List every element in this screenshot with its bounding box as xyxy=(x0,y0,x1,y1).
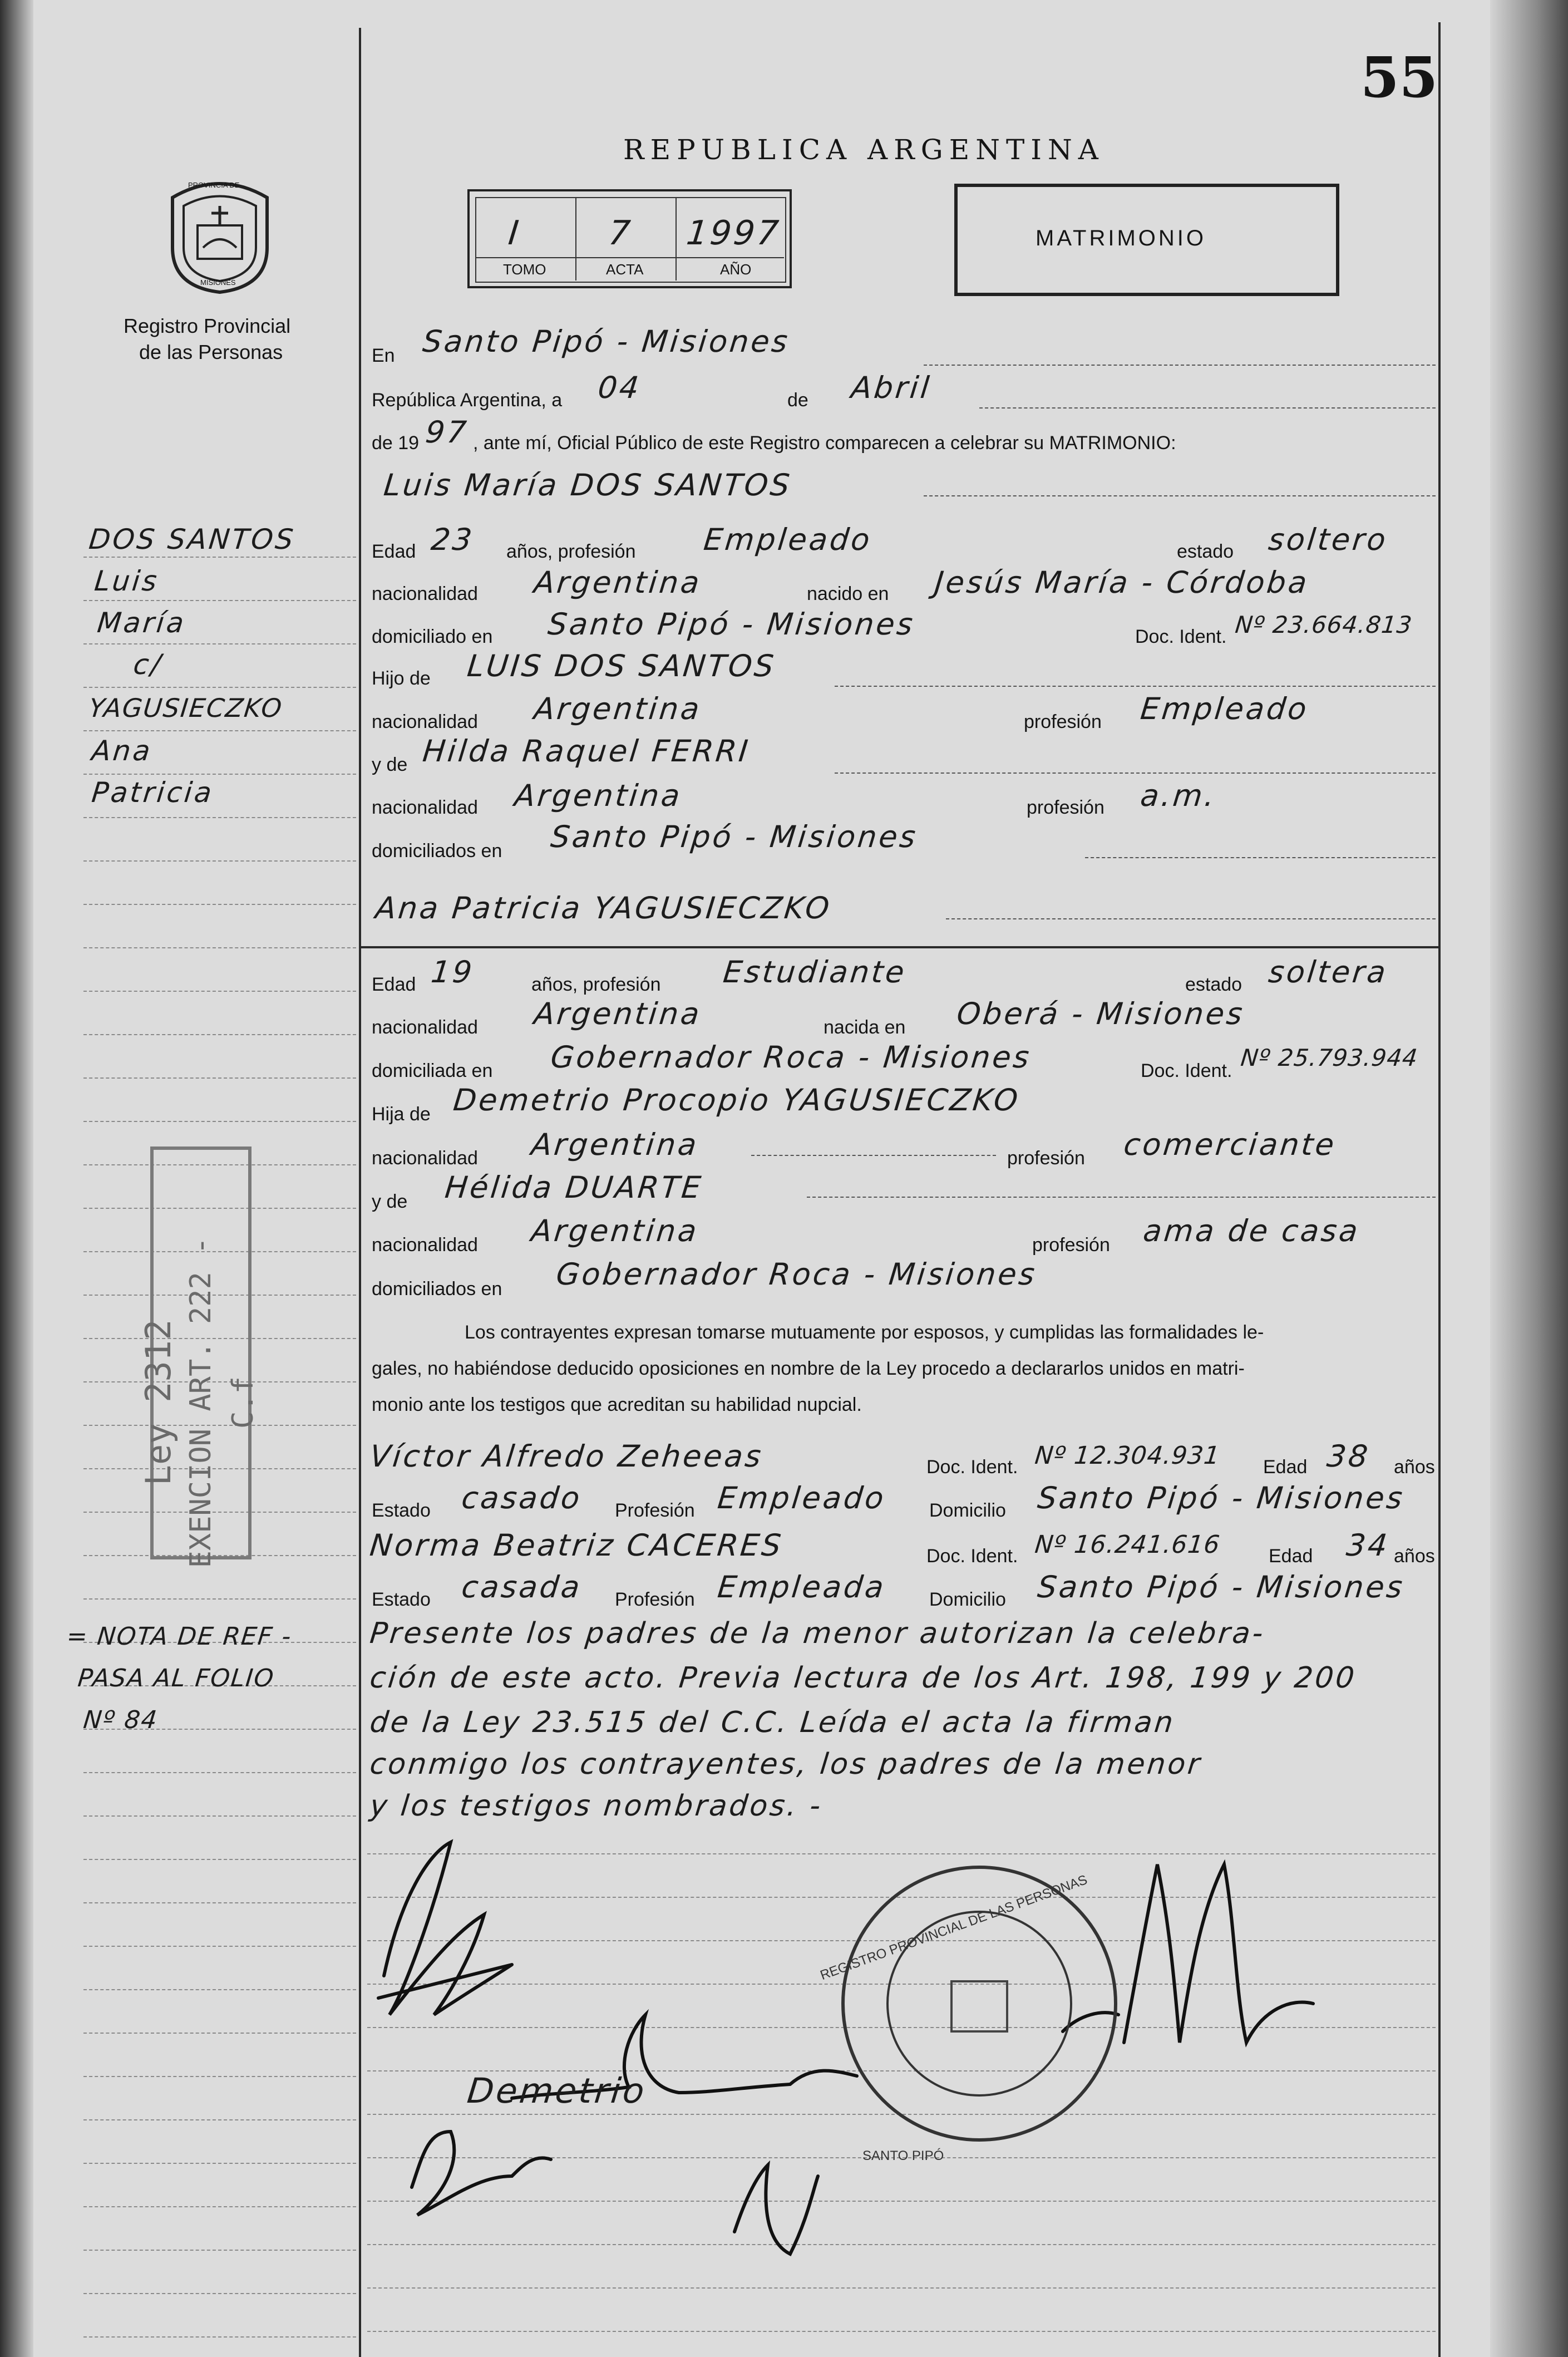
bride-domiciliados-label: domiciliados en xyxy=(372,1278,502,1300)
page-edge-shadow-right xyxy=(1490,0,1568,2357)
month-value: Abril xyxy=(849,370,933,405)
witness1-name: Víctor Alfredo Zeheeas xyxy=(368,1439,765,1474)
day-value: 04 xyxy=(596,370,643,405)
fill-line xyxy=(946,918,1436,919)
witness2-domicilio-label: Domicilio xyxy=(929,1589,1006,1610)
registry-name-line1: Registro Provincial xyxy=(124,314,291,337)
bride-mother-nationality: Argentina xyxy=(529,1213,701,1248)
fill-line xyxy=(1085,857,1436,858)
margin-name-1: DOS SANTOS xyxy=(87,523,297,555)
tax-exemption-stamp xyxy=(138,1146,260,1568)
ruled-line xyxy=(83,2336,356,2338)
groom-father-profession: Empleado xyxy=(1138,691,1310,726)
bride-doc-label: Doc. Ident. xyxy=(1141,1060,1232,1081)
ruled-line xyxy=(83,1034,356,1035)
groom-father: LUIS DOS SANTOS xyxy=(465,648,778,683)
signature-witness xyxy=(1063,1864,1313,2043)
signature-official xyxy=(734,2165,818,2254)
fill-line xyxy=(924,365,1436,366)
en-label: En xyxy=(372,345,395,366)
bride-father: Demetrio Procopio YAGUSIECZKO xyxy=(451,1082,1022,1118)
bride-age: 19 xyxy=(429,954,476,990)
groom-mother-nat-label: nacionalidad xyxy=(372,797,478,818)
notes-line-1: Presente los padres de la menor autorizan la celebra- xyxy=(368,1617,1267,1650)
ano-label: AÑO xyxy=(720,261,752,278)
fill-line xyxy=(924,495,1436,496)
fill-line xyxy=(979,407,1436,409)
margin-name-7: Patricia xyxy=(90,776,215,809)
fill-line xyxy=(835,772,1436,774)
witness2-age: 34 xyxy=(1344,1528,1392,1563)
declaration-line-1: Los contrayentes expresan tomarse mutuamente por esposos, y cumplidas las formalidades le- xyxy=(465,1322,1264,1343)
bride-name: Ana Patricia YAGUSIECZKO xyxy=(373,890,834,926)
signature-groom xyxy=(378,1842,512,2015)
margin-note-2: PASA AL FOLIO xyxy=(76,1664,276,1692)
ruled-line xyxy=(83,2250,356,2251)
witness1-age: 38 xyxy=(1325,1439,1372,1474)
emblem-text-bottom: MISIONES xyxy=(200,278,236,287)
province-emblem-icon xyxy=(161,175,278,295)
fill-line xyxy=(835,686,1436,687)
bride-parents-address: Gobernador Roca - Misiones xyxy=(554,1257,1039,1292)
bride-father-profession: comerciante xyxy=(1122,1127,1338,1162)
year-prefix: de 19 xyxy=(372,432,420,454)
groom-hijo-label: Hijo de xyxy=(372,668,431,689)
fill-line xyxy=(751,1155,996,1156)
ruled-line xyxy=(83,600,356,601)
tomo-value: I xyxy=(506,214,523,253)
republica-label: República Argentina, a xyxy=(372,390,563,411)
margin-note-3: Nº 84 xyxy=(82,1706,160,1734)
groom-mother-nationality: Argentina xyxy=(512,778,684,813)
bride-y-de-label: y de xyxy=(372,1191,408,1212)
groom-father-prof-label: profesión xyxy=(1024,711,1102,732)
bride-mother-nat-label: nacionalidad xyxy=(372,1234,478,1256)
bride-estado-label: estado xyxy=(1185,974,1242,995)
bride-profession: Estudiante xyxy=(721,954,908,990)
ruled-line xyxy=(83,817,356,818)
acta-value: 7 xyxy=(607,214,634,253)
ruled-line xyxy=(83,991,356,992)
margin-note-1: = NOTA DE REF - xyxy=(65,1622,294,1651)
witness2-edad-label: Edad xyxy=(1269,1546,1313,1567)
groom-father-nationality: Argentina xyxy=(532,691,703,726)
bride-birthplace: Oberá - Misiones xyxy=(955,996,1246,1031)
groom-parents-address: Santo Pipó - Misiones xyxy=(549,819,920,854)
groom-edad-label: Edad xyxy=(372,541,416,562)
ruled-line xyxy=(83,1121,356,1122)
ruled-line xyxy=(83,2119,356,2120)
declaration-line-2: gales, no habiéndose deducido oposiciones en nombre de la Ley procedo a declararlos unidos en matri- xyxy=(372,1358,1245,1379)
witness1-status: casado xyxy=(460,1480,584,1515)
country-title: REPUBLICA ARGENTINA xyxy=(623,134,1104,166)
bride-domiciliada-label: domiciliada en xyxy=(372,1060,493,1081)
groom-doc: Nº 23.664.813 xyxy=(1234,611,1414,638)
ano-value: 1997 xyxy=(684,214,783,253)
bride-nacionalidad-label: nacionalidad xyxy=(372,1017,478,1038)
ruled-line xyxy=(83,2293,356,2294)
margin-name-4: c/ xyxy=(131,648,165,681)
parent-signature-text: Demetrio xyxy=(465,2070,649,2111)
emblem-text-top: PROVINCIA DE xyxy=(188,181,240,189)
year-suffix: 97 xyxy=(423,415,471,450)
stamp-line-1: Ley 2312 xyxy=(138,1319,179,1486)
groom-mother-prof-label: profesión xyxy=(1027,797,1104,818)
ruled-line xyxy=(83,2076,356,2077)
groom-estado-label: estado xyxy=(1177,541,1234,562)
acta-label: ACTA xyxy=(606,261,644,278)
groom-mother: Hilda Raquel FERRI xyxy=(421,734,752,769)
witness1-anos-label: años xyxy=(1394,1456,1435,1478)
ruled-line xyxy=(83,1598,356,1600)
groom-mother-profession: a.m. xyxy=(1138,778,1219,813)
groom-nacido-label: nacido en xyxy=(807,583,889,604)
margin-rule xyxy=(359,28,361,2357)
page-edge-shadow-left xyxy=(0,0,33,2357)
ruled-line xyxy=(83,774,356,775)
groom-nationality: Argentina xyxy=(532,565,703,600)
signature-father xyxy=(412,2132,551,2215)
ruled-line xyxy=(83,557,356,558)
place-value: Santo Pipó - Misiones xyxy=(421,324,792,359)
bride-father-prof-label: profesión xyxy=(1007,1148,1085,1169)
margin-name-6: Ana xyxy=(90,735,154,767)
seal-text-bottom: SANTO PIPÓ xyxy=(862,2148,944,2163)
ruled-line xyxy=(83,643,356,644)
witness1-address: Santo Pipó - Misiones xyxy=(1036,1480,1407,1515)
bride-nationality: Argentina xyxy=(532,996,703,1031)
ruled-line xyxy=(83,687,356,688)
witness1-edad-label: Edad xyxy=(1263,1456,1308,1478)
witness2-estado-label: Estado xyxy=(372,1589,431,1610)
statement: , ante mí, Oficial Público de este Registro comparecen a celebrar su MATRIMONIO: xyxy=(473,432,1176,454)
ruled-line xyxy=(83,1902,356,1903)
seal-text-outer: REGISTRO PROVINCIAL DE LAS PERSONAS xyxy=(818,1872,1089,1984)
ruled-line xyxy=(83,947,356,948)
witness1-profession: Empleado xyxy=(716,1480,887,1515)
bride-mother: Hélida DUARTE xyxy=(443,1170,705,1205)
witness2-doc-label: Doc. Ident. xyxy=(926,1546,1018,1567)
witness1-doc: Nº 12.304.931 xyxy=(1033,1441,1222,1470)
groom-profession: Empleado xyxy=(702,522,874,557)
notes-line-4: conmigo los contrayentes, los padres de la menor xyxy=(368,1748,1204,1781)
notes-line-5: y los testigos nombrados. - xyxy=(368,1789,825,1823)
tomo-label: TOMO xyxy=(503,261,546,278)
witness2-name: Norma Beatriz CACERES xyxy=(368,1528,785,1563)
groom-address: Santo Pipó - Misiones xyxy=(546,607,917,642)
bride-address: Gobernador Roca - Misiones xyxy=(549,1040,1033,1075)
groom-anos-label: años, profesión xyxy=(506,541,636,562)
fill-line xyxy=(807,1197,1436,1198)
witness2-status: casada xyxy=(460,1569,584,1605)
groom-domiciliado-label: domiciliado en xyxy=(372,626,493,647)
witness2-doc: Nº 16.241.616 xyxy=(1033,1531,1222,1559)
bride-doc: Nº 25.793.944 xyxy=(1239,1044,1419,1071)
witness1-profesion-label: Profesión xyxy=(615,1500,695,1521)
bride-edad-label: Edad xyxy=(372,974,416,995)
de-label: de xyxy=(787,390,808,411)
declaration-line-3: monio ante los testigos que acreditan su habilidad nupcial. xyxy=(372,1394,862,1415)
ruled-line xyxy=(83,2206,356,2207)
groom-name: Luis María DOS SANTOS xyxy=(382,468,793,503)
bride-father-nat-label: nacionalidad xyxy=(372,1148,478,1169)
act-type: MATRIMONIO xyxy=(1036,226,1207,250)
groom-nacionalidad-label: nacionalidad xyxy=(372,583,478,604)
ruled-line xyxy=(83,1859,356,1860)
ruled-line xyxy=(83,730,356,731)
bride-hija-label: Hija de xyxy=(372,1104,431,1125)
bride-nacida-label: nacida en xyxy=(824,1017,906,1038)
bride-father-nationality: Argentina xyxy=(529,1127,701,1162)
bride-status: soltera xyxy=(1266,954,1390,990)
notes-line-3: de la Ley 23.515 del C.C. Leída el acta la firman xyxy=(368,1706,1177,1739)
ruled-line xyxy=(83,904,356,905)
margin-name-5: YAGUSIECZKO xyxy=(87,693,284,723)
bride-anos-label: años, profesión xyxy=(531,974,661,995)
ruled-line xyxy=(83,2163,356,2164)
groom-birthplace: Jesús María - Córdoba xyxy=(933,565,1311,600)
margin-name-2: Luis xyxy=(92,565,161,597)
ruled-line xyxy=(83,860,356,862)
groom-age: 23 xyxy=(429,522,476,557)
witness2-profession: Empleada xyxy=(716,1569,887,1605)
groom-doc-label: Doc. Ident. xyxy=(1135,626,1227,647)
ruled-line xyxy=(83,1946,356,1947)
ruled-line xyxy=(83,2033,356,2034)
registry-name-line2: de las Personas xyxy=(139,341,283,363)
margin-name-3: María xyxy=(95,607,188,639)
groom-bride-separator xyxy=(361,946,1440,948)
act-type-box xyxy=(954,184,1339,296)
witness1-estado-label: Estado xyxy=(372,1500,431,1521)
groom-status: soltero xyxy=(1266,522,1390,557)
folio-number: 55 xyxy=(1360,45,1438,110)
ruled-line xyxy=(83,1815,356,1817)
witness1-doc-label: Doc. Ident. xyxy=(926,1456,1018,1478)
ruled-line xyxy=(83,1077,356,1079)
ruled-line xyxy=(83,1989,356,1990)
bride-mother-prof-label: profesión xyxy=(1032,1234,1110,1256)
witness2-anos-label: años xyxy=(1394,1546,1435,1567)
groom-father-nat-label: nacionalidad xyxy=(372,711,478,732)
witness2-profesion-label: Profesión xyxy=(615,1589,695,1610)
groom-y-de-label: y de xyxy=(372,754,408,775)
bride-mother-profession: ama de casa xyxy=(1141,1213,1362,1248)
witness2-address: Santo Pipó - Misiones xyxy=(1036,1569,1407,1605)
witness1-domicilio-label: Domicilio xyxy=(929,1500,1006,1521)
ruled-line xyxy=(83,1772,356,1773)
groom-domiciliados-label: domiciliados en xyxy=(372,840,502,862)
notes-line-2: ción de este acto. Previa lectura de los Art. 198, 199 y 200 xyxy=(368,1661,1358,1695)
stamp-line-2: EXENCION ART. 222 - C.f xyxy=(184,1237,260,1568)
tomo-acta-ano-box xyxy=(467,189,792,288)
registry-seal xyxy=(843,1867,1116,2140)
